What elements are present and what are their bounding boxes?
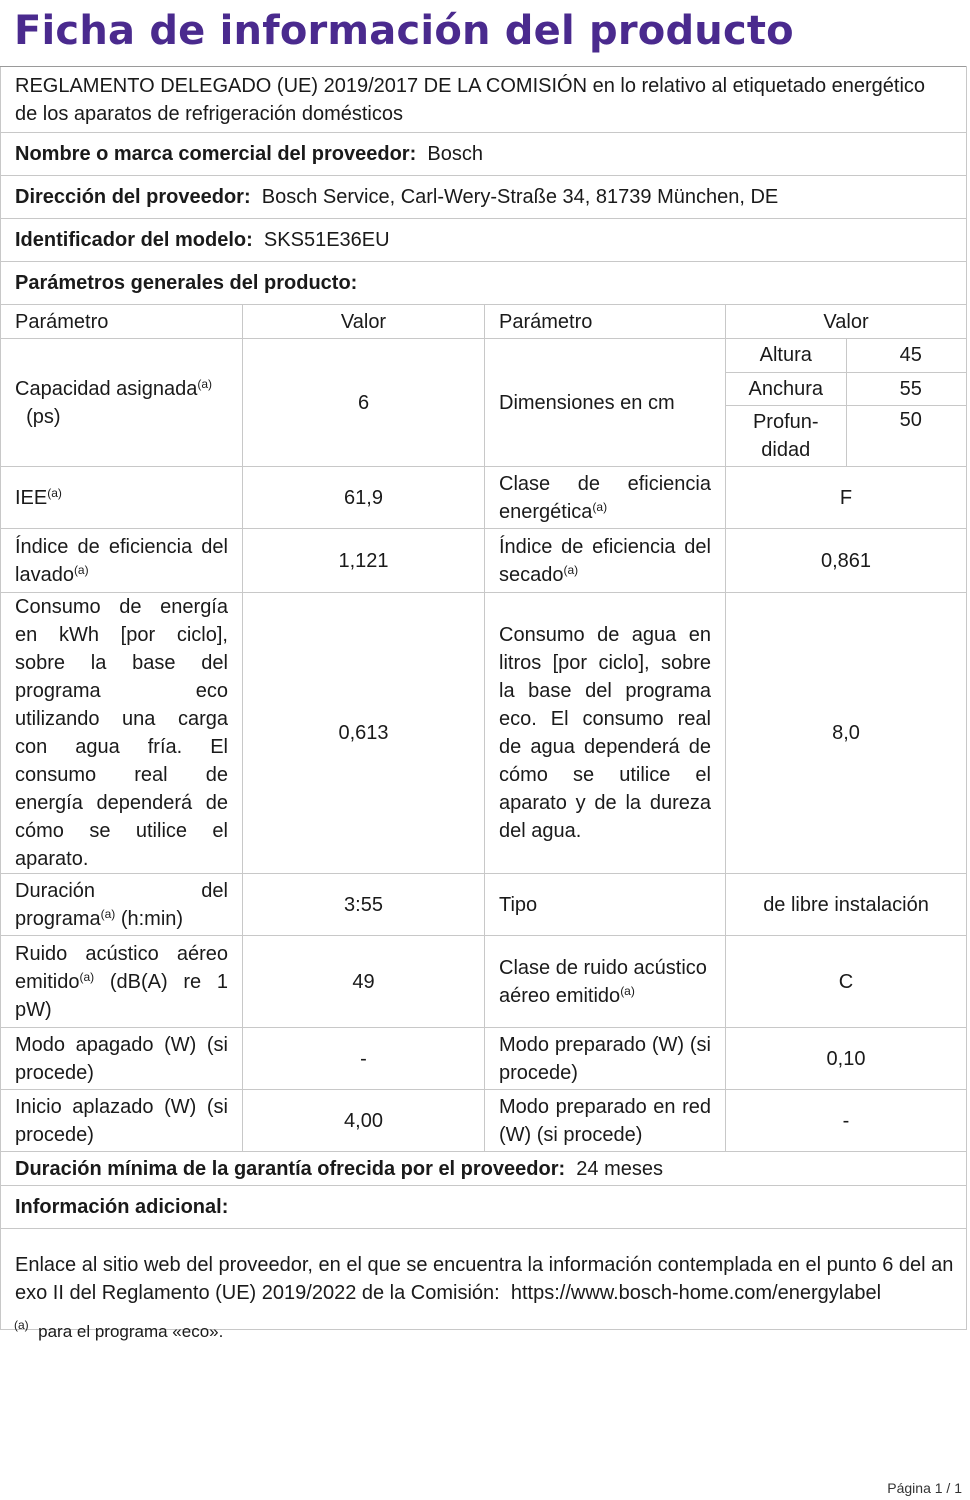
- iee-value: 61,9: [243, 467, 485, 529]
- header-param-2: Parámetro: [485, 305, 726, 339]
- footnote: [14, 1318, 224, 1342]
- iee-label: IEE$^{(a)}$: [1, 467, 243, 529]
- energy-consumption-value: 0,613: [243, 593, 485, 874]
- address-value: Bosch Service, Carl-Wery-Straße 34, 81739 München, DE: [261, 186, 779, 208]
- general-params-heading: Parámetros generales del producto:: [1, 262, 967, 305]
- width-value: 55: [846, 372, 967, 405]
- regulation-text: REGLAMENTO DELEGADO (UE) 2019/2017 DE LA COMISIÓN en lo relativo al etiquetado energético de los aparatos de refrigeración domésticos: [1, 67, 967, 133]
- capacity-value: 6: [243, 339, 485, 467]
- model-row: [1, 219, 967, 262]
- model-label: Identificador del modelo:: [15, 229, 253, 251]
- model-value: SKS51E36EU: [263, 229, 390, 251]
- supplier-label: Nombre o marca comercial del proveedor:: [15, 143, 417, 165]
- dimensions-label: Dimensiones en cm: [485, 339, 726, 467]
- off-mode-label: Modo apagado (W) (si procede): [1, 1028, 243, 1090]
- delay-start-label: Inicio aplazado (W) (si procede): [1, 1090, 243, 1152]
- energy-class-value: F: [726, 467, 967, 529]
- footnote-text: para el programa «eco».: [38, 1322, 224, 1341]
- width-label: Anchura: [726, 372, 846, 405]
- network-standby-value: -: [726, 1090, 967, 1152]
- link-text: Enlace al sitio web del proveedor, en el que se encuentra la información contemplada en el punto 6 del anexo II del Reglamento (UE) 2019/2022 de la Comisión:: [15, 1254, 954, 1304]
- wash-index-label: Índice de eficiencia del lavado$^{(a)}$: [1, 529, 243, 593]
- noise-label: Ruido acústico aéreo emitido$^{(a)}$ (dB(A) re 1 pW): [1, 936, 243, 1028]
- address-row: [1, 176, 967, 219]
- supplier-link-cell: [1, 1229, 967, 1330]
- off-mode-value: -: [243, 1028, 485, 1090]
- network-standby-label: Modo preparado en red (W) (si procede): [485, 1090, 726, 1152]
- header-value-2: Valor: [726, 305, 967, 339]
- warranty-row: [1, 1152, 967, 1186]
- header-value-1: Valor: [243, 305, 485, 339]
- footnote-mark: (a): [14, 1318, 29, 1332]
- water-consumption-value: 8,0: [726, 593, 967, 874]
- duration-value: 3:55: [243, 874, 485, 936]
- wash-index-value: 1,121: [243, 529, 485, 593]
- warranty-label: Duración mínima de la garantía ofrecida por el proveedor:: [15, 1157, 566, 1180]
- address-label: Dirección del proveedor:: [15, 186, 251, 208]
- page-number: Página 1 / 1: [887, 1480, 962, 1496]
- noise-value: 49: [243, 936, 485, 1028]
- noise-class-value: C: [726, 936, 967, 1028]
- delay-start-value: 4,00: [243, 1090, 485, 1152]
- dimensions-values: [726, 339, 967, 467]
- capacity-label: Capacidad asignada$^{(a)}$ (ps): [1, 339, 243, 467]
- depth-label: Profun-didad: [726, 405, 846, 466]
- depth-value: 50: [846, 405, 967, 466]
- energy-consumption-label: Consumo de energía en kWh [por ciclo], sobre la base del programa eco utilizando una carga con agua fría. El consumo real de energía dependerá de cómo se utilice el aparato.: [1, 593, 243, 874]
- type-value: de libre instalación: [726, 874, 967, 936]
- dry-index-value: 0,861: [726, 529, 967, 593]
- supplier-row: [1, 133, 967, 176]
- standby-label: Modo preparado (W) (si procede): [485, 1028, 726, 1090]
- height-value: 45: [846, 339, 967, 372]
- energy-class-label: Clase de eficiencia energética$^{(a)}$: [485, 467, 726, 529]
- warranty-value: 24 meses: [576, 1157, 663, 1180]
- height-label: Altura: [726, 339, 846, 372]
- supplier-website-link[interactable]: https://www.bosch-home.com/energylabel: [510, 1282, 882, 1304]
- noise-class-label: Clase de ruido acústico aéreo emitido$^{(a)}$: [485, 936, 726, 1028]
- duration-label: Duración del programa$^{(a)}$ (h:min): [1, 874, 243, 936]
- standby-value: 0,10: [726, 1028, 967, 1090]
- document-title: Ficha de información del producto: [14, 8, 794, 54]
- supplier-value: Bosch: [427, 143, 483, 165]
- header-param-1: Parámetro: [1, 305, 243, 339]
- water-consumption-label: Consumo de agua en litros [por ciclo], sobre la base del programa eco. El consumo real de agua dependerá de cómo se utilice el aparato y de la dureza del agua.: [485, 593, 726, 874]
- type-label: Tipo: [485, 874, 726, 936]
- dry-index-label: Índice de eficiencia del secado$^{(a)}$: [485, 529, 726, 593]
- product-info-table: [0, 66, 967, 1330]
- additional-info-heading: Información adicional:: [1, 1186, 967, 1229]
